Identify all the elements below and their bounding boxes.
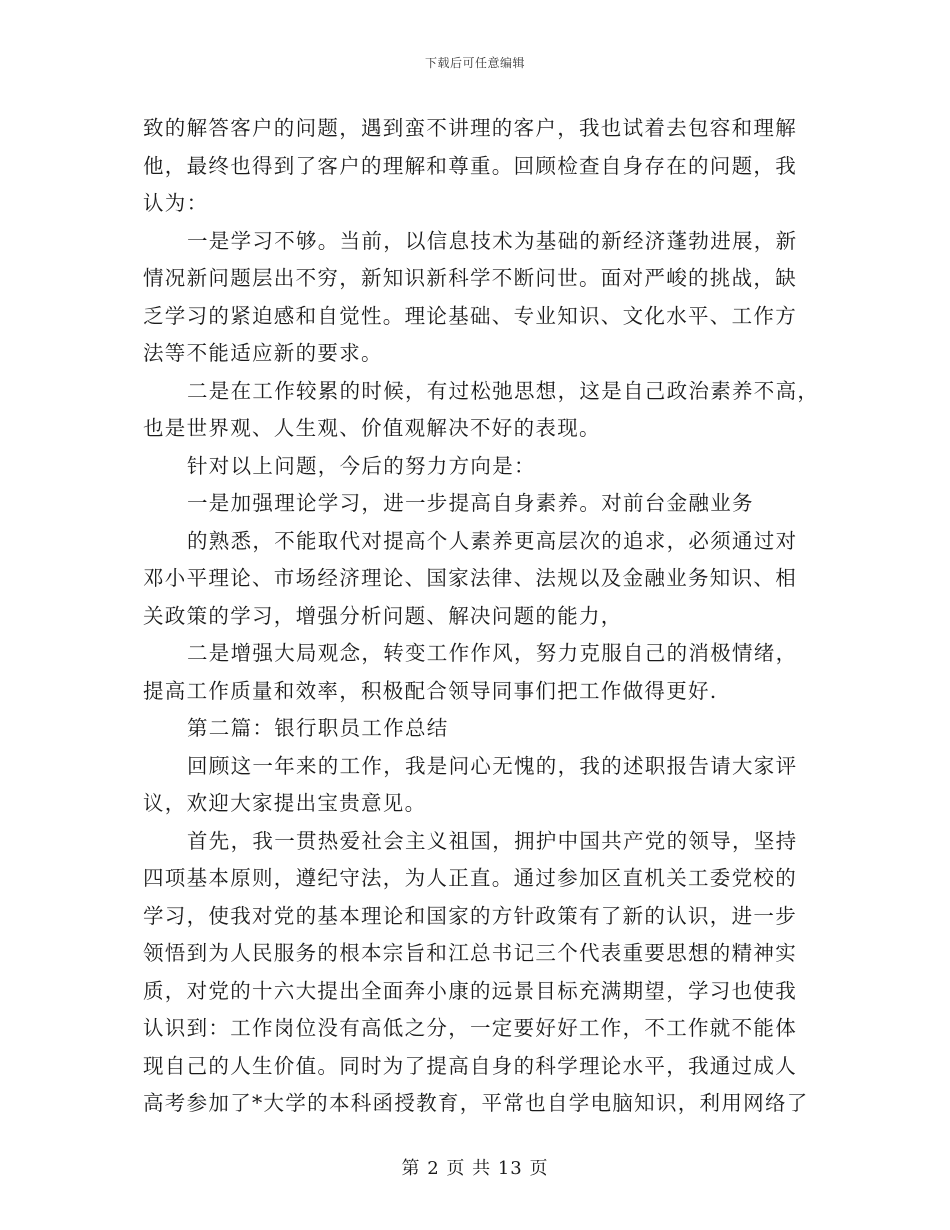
- text-line: 二是增强大局观念，转变工作作风，努力克服自己的消极情绪，: [187, 641, 798, 665]
- text-line: 情况新问题层出不穷，新知识新科学不断问世。面对严峻的挑战，缺: [143, 266, 797, 290]
- text-line: 领悟到为人民服务的根本宗旨和江总书记三个代表重要思想的精神实: [143, 941, 797, 965]
- text-line: 学习，使我对党的基本理论和国家的方针政策有了新的认识，进一步: [143, 903, 797, 928]
- section-heading: 第二篇：银行职员工作总结: [187, 716, 449, 740]
- body-text: [143, 110, 820, 1123]
- text-line: 的熟悉，不能取代对提高个人素养更高层次的追求，必须通过对: [187, 528, 798, 553]
- text-line: 首先，我一贯热爱社会主义祖国，拥护中国共产党的领导，坚持: [187, 828, 798, 853]
- text-line: 他，最终也得到了客户的理解和尊重。回顾检查自身存在的问题，我: [143, 153, 797, 178]
- text-line: 回顾这一年来的工作，我是问心无愧的，我的述职报告请大家评: [187, 753, 798, 778]
- text-line: 针对以上问题，今后的努力方向是：: [187, 453, 536, 478]
- text-line: 也是世界观、人生观、价值观解决不好的表现。: [143, 416, 601, 440]
- text-line: 致的解答客户的问题，遇到蛮不讲理的客户，我也试着去包容和理解: [143, 116, 797, 140]
- text-line: 高考参加了*大学的本科函授教育，平常也自学电脑知识，利用网络了: [143, 1091, 809, 1115]
- text-line: 认为：: [143, 191, 209, 215]
- text-line: 提高工作质量和效率，积极配合领导同事们把工作做得更好.: [143, 678, 718, 703]
- text-line: 二是在工作较累的时候，有过松弛思想，这是自己政治素养不高，: [187, 378, 820, 403]
- text-line: 法等不能适应新的要求。: [143, 341, 383, 365]
- page-header: 下载后可任意编辑: [424, 56, 525, 70]
- text-line: 一是加强理论学习，进一步提高自身素养。对前台金融业务: [187, 491, 754, 515]
- text-line: 一是学习不够。当前，以信息技术为基础的新经济蓬勃进展，新: [187, 228, 798, 253]
- text-line: 质，对党的十六大提出全面奔小康的远景目标充满期望，学习也使我: [143, 978, 797, 1003]
- text-line: 邓小平理论、市场经济理论、国家法律、法规以及金融业务知识、相: [143, 566, 797, 590]
- text-line: 议，欢迎大家提出宝贵意见。: [143, 791, 427, 815]
- text-line: 关政策的学习，增强分析问题、解决问题的能力，: [143, 603, 623, 628]
- page-footer: 第 2 页 共 13 页: [401, 1158, 549, 1179]
- text-line: 四项基本原则，遵纪守法，为人正直。通过参加区直机关工委党校的: [143, 866, 797, 890]
- text-line: 现自己的人生价值。同时为了提高自身的科学理论水平，我通过成人: [143, 1053, 797, 1078]
- text-line: 认识到：工作岗位没有高低之分，一定要好好工作，不工作就不能体: [143, 1016, 797, 1040]
- text-line: 乏学习的紧迫感和自觉性。理论基础、专业知识、文化水平、工作方: [143, 303, 797, 328]
